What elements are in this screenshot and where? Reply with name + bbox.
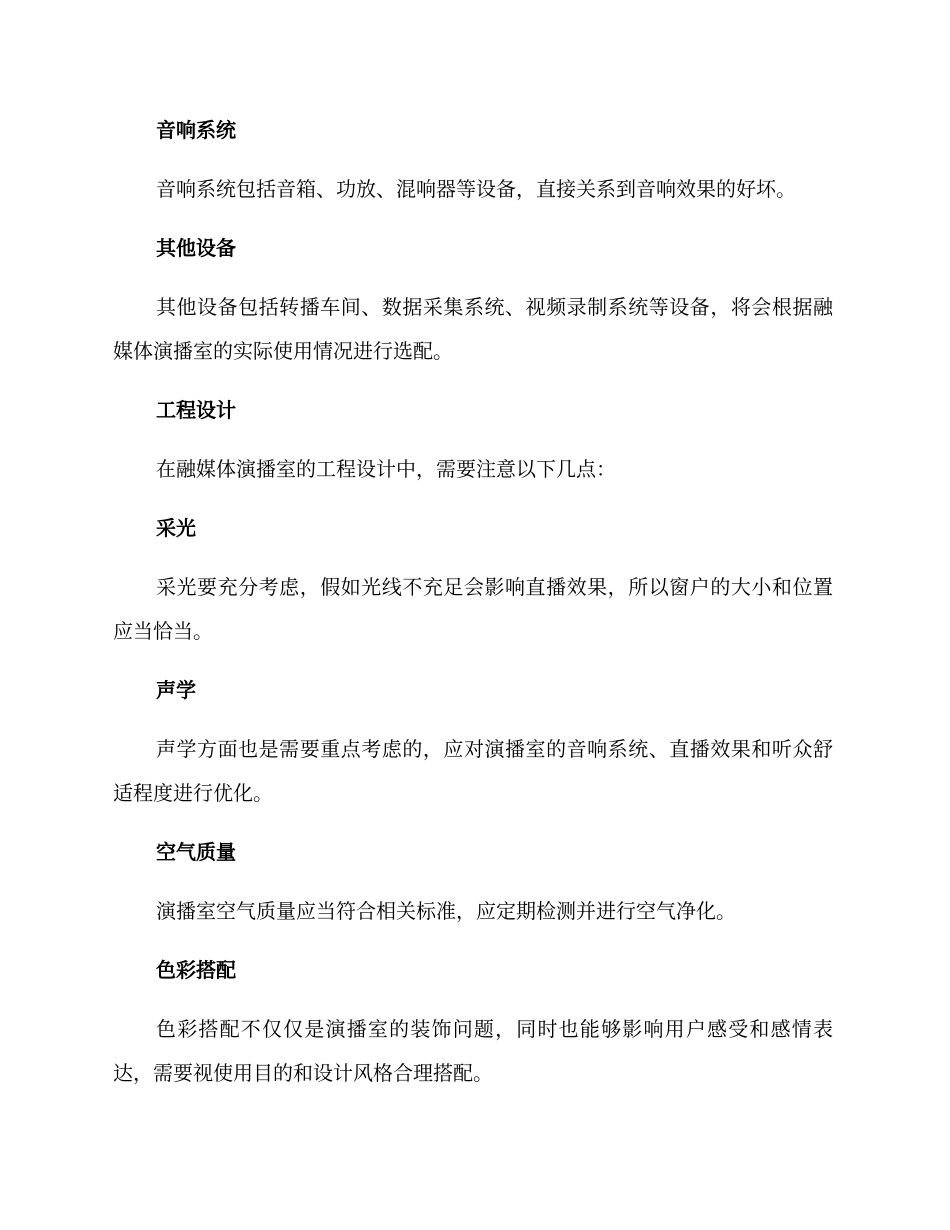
section-paragraph-air-quality: 演播室空气质量应当符合相关标准，应定期检测并进行空气净化。 xyxy=(156,899,736,923)
section-heading-lighting: 采光 xyxy=(156,516,196,540)
section-paragraph-lighting: 采光要充分考虑，假如光线不充足会影响直播效果，所以窗户的大小和位置应当恰当。 xyxy=(113,575,833,643)
section-paragraph-engineering-design: 在融媒体演播室的工程设计中，需要注意以下几点： xyxy=(156,457,616,481)
document-body xyxy=(113,108,833,1110)
section-paragraph-other-equipment: 其他设备包括转播车间、数据采集系统、视频录制系统等设备，将会根据融媒体演播室的实际使用情况进行选配。 xyxy=(113,295,833,363)
section-paragraph-color-scheme: 色彩搭配不仅仅是演播室的装饰问题，同时也能够影响用户感受和感情表达，需要视使用目的和设计风格合理搭配。 xyxy=(113,1017,833,1085)
section-heading-audio-system: 音响系统 xyxy=(156,118,236,142)
section-paragraph-audio-system: 音响系统包括音箱、功放、混响器等设备，直接关系到音响效果的好坏。 xyxy=(156,177,796,201)
section-heading-air-quality: 空气质量 xyxy=(156,840,236,864)
section-heading-other-equipment: 其他设备 xyxy=(156,236,236,260)
section-heading-acoustics: 声学 xyxy=(156,678,196,702)
section-heading-color-scheme: 色彩搭配 xyxy=(156,958,236,982)
section-paragraph-acoustics: 声学方面也是需要重点考虑的，应对演播室的音响系统、直播效果和听众舒适程度进行优化。 xyxy=(113,737,833,805)
section-heading-engineering-design: 工程设计 xyxy=(156,398,236,422)
